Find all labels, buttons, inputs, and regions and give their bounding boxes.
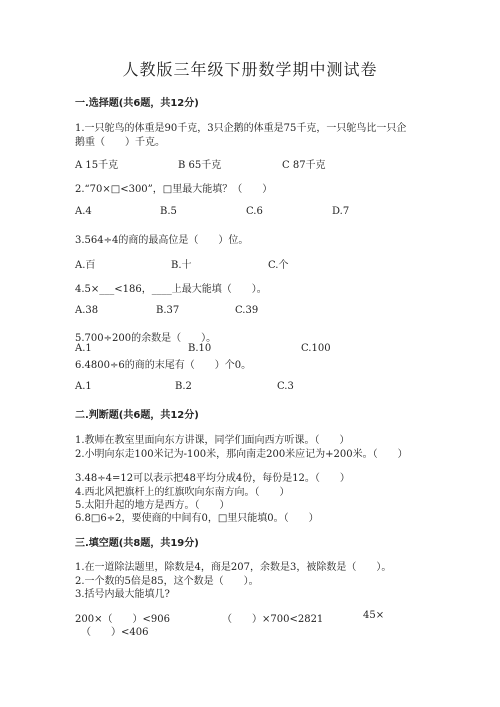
question-3-option-b: B.十: [171, 260, 192, 271]
section-heading-choice: 一.选择题(共6题，共12分): [75, 98, 199, 109]
question-1-option-c: C 87千克: [282, 160, 326, 171]
question-2: 2.“70×□<300”，□里最大能填？（ ）: [75, 184, 273, 195]
question-4-option-c: C.39: [235, 305, 259, 316]
question-2-option-a: A.4: [75, 206, 92, 217]
question-1-line-1: 1.一只鸵鸟的体重是90千克，3只企鹅的体重是75千克，一只鸵鸟比一只企: [75, 123, 407, 134]
question-5: 5.700÷200的余数是（ ）。: [75, 333, 217, 344]
fill-blank-3-continued: （ ）<406: [81, 627, 149, 638]
question-6-option-c: C.3: [277, 381, 294, 392]
judgement-item-4: 4.西北风把旗杆上的红旗吹向东南方向。（ ）: [75, 487, 290, 498]
question-5-option-b: B.10: [188, 343, 212, 354]
question-3-option-a: A.百: [75, 260, 96, 271]
question-2-option-c: C.6: [246, 206, 263, 217]
question-3-option-c: C.个: [268, 260, 289, 271]
question-1-option-a: A 15千克: [75, 160, 119, 171]
question-5-option-a: A.1: [75, 343, 92, 354]
judgement-item-2: 2.小明向东走100米记为-100米，那向南走200米应记为+200米。（ ）: [75, 449, 408, 460]
question-6-option-b: B.2: [175, 381, 192, 392]
fill-item-3: 3.括号内最大能填几?: [75, 589, 170, 600]
fill-blank-2: （ ）×700<2821: [222, 614, 324, 625]
judgement-item-5: 5.太阳升起的地方是西方。（ ）: [75, 500, 230, 511]
question-1-line-2: 鹅重（ ）千克。: [75, 137, 165, 148]
fill-blank-3: 45×: [363, 610, 385, 621]
fill-blank-1: 200×（ ）<906: [75, 614, 170, 625]
judgement-item-3: 3.48÷4=12可以表示把48平均分成4份，每份是12。（ ）: [75, 473, 350, 484]
question-6-option-a: A.1: [75, 381, 92, 392]
judgement-item-6: 6.8□6÷2，要使商的中间有0，□里只能填0。（ ）: [75, 513, 319, 524]
question-5-option-c: C.100: [301, 343, 331, 354]
section-heading-fill: 三.填空题(共8题，共19分): [75, 538, 199, 549]
question-3: 3.564÷4的商的最高位是（ ）位。: [75, 235, 249, 246]
question-2-option-b: B.5: [160, 206, 177, 217]
question-4-option-b: B.37: [156, 305, 180, 316]
question-2-option-d: D.7: [332, 206, 350, 217]
section-heading-judgement: 二.判断题(共6题，共12分): [75, 410, 199, 421]
fill-item-1: 1.在一道除法题里，除数是4，商是207，余数是3，被除数是（ ）。: [75, 562, 392, 573]
judgement-item-1: 1.教师在教室里面向东方讲课，同学们面向西方听课。（ ）: [75, 435, 350, 446]
question-6: 6.4800÷6的商的末尾有（ ）个0。: [75, 360, 252, 371]
question-1-option-b: B 65千克: [178, 160, 222, 171]
page-title: 人教版三年级下册数学期中测试卷: [122, 60, 378, 79]
question-4-option-a: A.38: [75, 305, 99, 316]
question-4: 4.5×___<186，____上最大能填（ ）。: [75, 284, 267, 295]
fill-item-2: 2.一个数的5倍是85，这个数是（ ）。: [75, 576, 259, 587]
